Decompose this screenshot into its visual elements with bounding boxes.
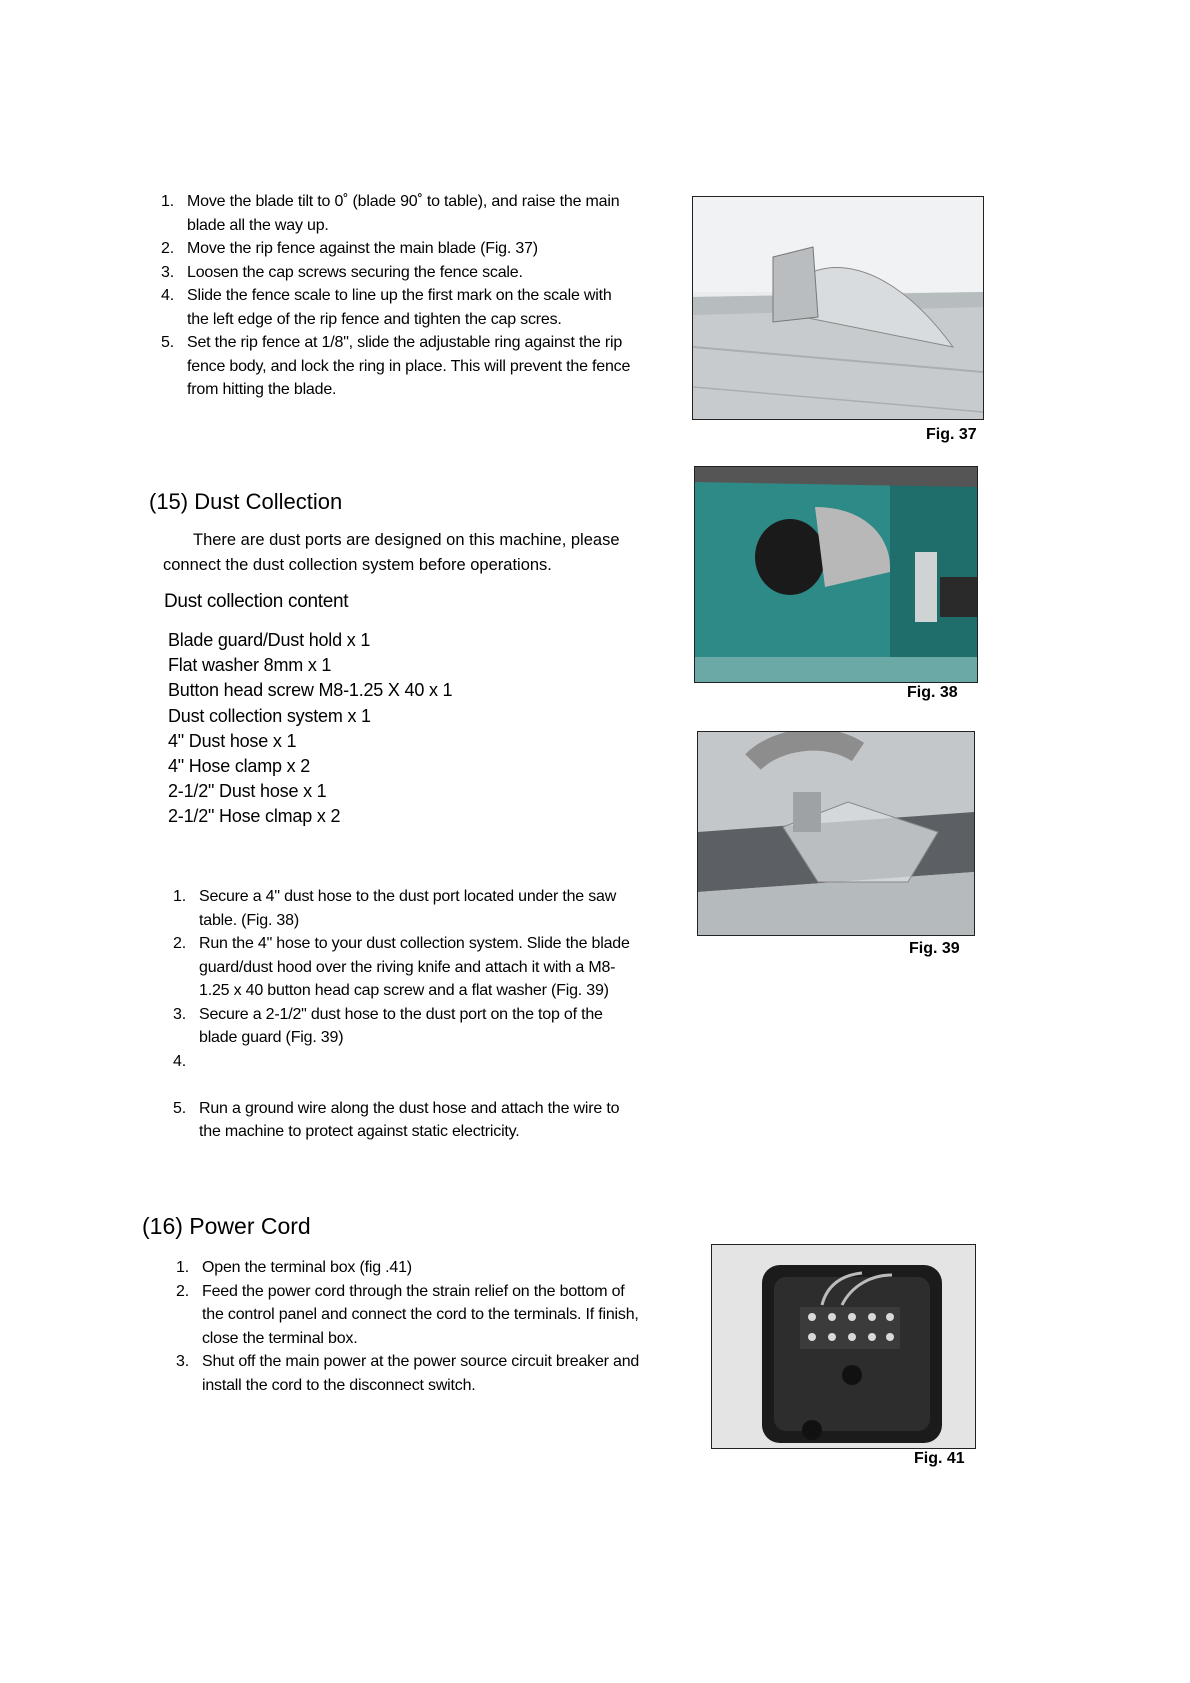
step-text: Shut off the main power at the power source circuit breaker and install the cord to the disconnect switch.: [202, 1353, 640, 1394]
list-item: Dust collection system x 1: [168, 705, 371, 726]
list-item: Button head screw M8-1.25 X 40 x 1: [168, 680, 453, 701]
step-text: Slide the fence scale to line up the first mark on the scale with the left edge of the rip fence and tighten the cap scres.: [187, 287, 612, 328]
step-text: Run a ground wire along the dust hose and attach the wire to the machine to protect against static electricity.: [199, 1099, 620, 1140]
figure-39-caption: Fig. 39: [909, 940, 960, 957]
step-text: Move the blade tilt to 0˚ (blade 90˚ to table), and raise the main blade all the way up.: [187, 193, 620, 234]
step-number: 2.: [176, 1282, 189, 1300]
step-text: Move the rip fence against the main blade (Fig. 37): [187, 240, 538, 257]
list-item: Flat washer 8mm x 1: [168, 655, 332, 676]
dust-intro-text: There are dust ports are designed on this machine, please connect the dust collection system before operations.: [163, 531, 620, 574]
figure-37-image: [692, 196, 984, 420]
power-steps-list: [176, 1256, 646, 1397]
step-text: Feed the power cord through the strain relief on the bottom of the control panel and connect the cord to the terminals. If finish, close the terminal box.: [202, 1282, 639, 1347]
list-item: [161, 190, 631, 237]
step-number: 2.: [161, 240, 174, 257]
list-item: 2-1/2" Hose clmap x 2: [168, 806, 341, 827]
step-number: 5.: [173, 1099, 186, 1117]
list-item: [161, 331, 631, 402]
step-number: 5.: [161, 334, 174, 351]
dust-port-photo-icon: [695, 467, 977, 682]
list-item: 4" Hose clamp x 2: [168, 756, 311, 777]
figure-38-caption: Fig. 38: [907, 684, 958, 701]
figure-41-caption: Fig. 41: [914, 1450, 965, 1467]
blade-guard-hose-photo-icon: [698, 732, 974, 935]
power-cord-heading: (16) Power Cord: [142, 1213, 311, 1239]
step-text: Secure a 2-1/2" dust hose to the dust port on the top of the blade guard (Fig. 39): [199, 1005, 603, 1046]
list-item: 2-1/2" Dust hose x 1: [168, 781, 327, 802]
step-number: 3.: [173, 1005, 186, 1023]
list-item: [173, 885, 633, 932]
list-item: [173, 1097, 633, 1144]
table-saw-blade-photo-icon: [693, 197, 983, 419]
figure-41-image: [711, 1244, 976, 1449]
list-item: 4" Dust hose x 1: [168, 730, 297, 751]
step-number: 3.: [176, 1353, 189, 1370]
list-item: [173, 1050, 633, 1097]
list-item: [173, 1003, 633, 1050]
step-number: 3.: [161, 263, 174, 281]
step-number: 4.: [173, 1052, 186, 1070]
step-number: 1.: [176, 1259, 189, 1276]
step-number: 1.: [173, 888, 186, 905]
list-item: [161, 284, 631, 331]
figure-38-image: [694, 466, 978, 683]
list-item: [176, 1256, 646, 1280]
step-text: Run the 4" hose to your dust collection system. Slide the blade guard/dust hood over the riving knife and attach it with a M8-1.25 x 40 button head cap screw and a flat washer (Fig. 39): [199, 935, 630, 999]
step-text: Loosen the cap screws securing the fence scale.: [187, 263, 523, 281]
figure-39-image: [697, 731, 975, 936]
dust-content-list: [168, 628, 588, 830]
dust-steps-list: [173, 885, 633, 1144]
list-item: [161, 237, 631, 261]
step-number: 2.: [173, 935, 186, 952]
fence-steps-list: [161, 190, 631, 402]
step-number: 1.: [161, 193, 174, 210]
list-item: [173, 932, 633, 1003]
list-item: [161, 261, 631, 285]
dust-content-heading: Dust collection content: [164, 591, 349, 612]
figure-37-caption: Fig. 37: [926, 426, 977, 443]
step-number: 4.: [161, 287, 174, 304]
list-item: [176, 1350, 646, 1397]
step-text: Set the rip fence at 1/8", slide the adjustable ring against the rip fence body, and lock the ring in place. This will prevent the fence from hitting the blade.: [187, 334, 631, 398]
list-item: Blade guard/Dust hold x 1: [168, 630, 371, 650]
step-text: Secure a 4" dust hose to the dust port located under the saw table. (Fig. 38): [199, 888, 617, 929]
step-text: Open the terminal box (fig .41): [202, 1259, 412, 1276]
list-item: [176, 1280, 646, 1351]
dust-collection-heading: (15) Dust Collection: [149, 489, 343, 514]
terminal-box-photo-icon: [712, 1245, 975, 1448]
